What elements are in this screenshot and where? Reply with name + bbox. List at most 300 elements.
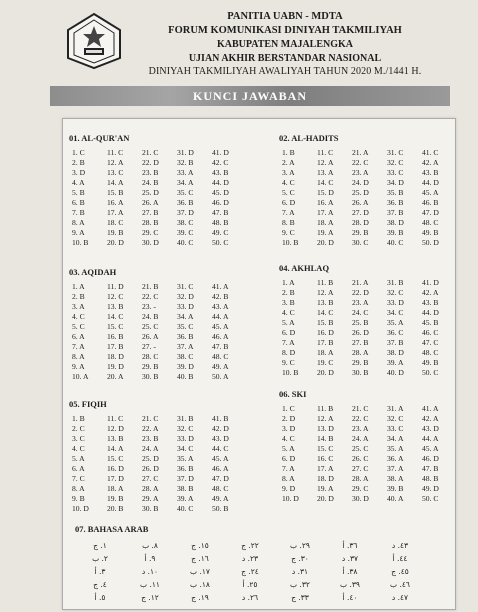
section-title: 01. AL-QUR'AN [69, 133, 130, 143]
answer-cell: 27. C [352, 464, 369, 473]
answer-cell: 41. C [422, 148, 439, 157]
answer-cell: 12. A [107, 158, 124, 167]
answer-cell: 35. A [177, 454, 194, 463]
answer-cell: 48. B [212, 218, 229, 227]
section-akhlaq [279, 263, 454, 378]
answer-cell: 29. B [352, 228, 369, 237]
answer-cell: 47. D [212, 474, 229, 483]
answer-cell: 38. C [177, 218, 194, 227]
answer-cell: 8. A [282, 474, 295, 483]
answer-cell: 6. D [282, 454, 296, 463]
answer-cell: 50. B [212, 504, 229, 513]
answer-cell: 14. C [317, 308, 334, 317]
arab-answer-cell: ١. ج [93, 541, 107, 550]
answer-cell: 25. B [352, 318, 369, 327]
answer-cell: 12. A [317, 158, 334, 167]
answer-cell: 12. D [107, 424, 124, 433]
answer-cell: 39. B [387, 228, 404, 237]
answer-cell: 33. A [177, 168, 194, 177]
answer-cell: 13. A [317, 168, 334, 177]
answer-cell: 11. C [317, 148, 334, 157]
answer-cell: 11. B [317, 278, 334, 287]
answer-cell: 46. D [422, 454, 439, 463]
answer-cell: 21. B [142, 282, 159, 291]
arab-answer-cell: ١٠. د [141, 567, 159, 576]
answer-cell: 46. D [212, 198, 229, 207]
answer-cell: 31. D [177, 148, 194, 157]
answer-cell: 39. C [177, 228, 194, 237]
answer-cell: 50. C [212, 238, 229, 247]
answer-cell: 38. A [387, 474, 404, 483]
answer-cell: 10. B [282, 238, 299, 247]
answer-cell: 17. A [317, 208, 334, 217]
section-title: 02. AL-HADITS [279, 133, 339, 143]
arab-answer-cell: ١٢. ج [141, 593, 159, 602]
answer-cell: 6. A [72, 464, 85, 473]
answer-cell: 20. B [107, 504, 124, 513]
header-line-2: FORUM KOMUNIKASI DINIYAH TAKMILIYAH [168, 25, 402, 37]
answer-cell: 36. A [387, 454, 404, 463]
answer-cell: 35. B [387, 188, 404, 197]
answer-cell: 18. A [317, 218, 334, 227]
answer-cell: 26. D [142, 464, 159, 473]
header-line-3: KABUPATEN MAJALENGKA [216, 39, 354, 51]
answer-cell: 4. C [282, 434, 295, 443]
answer-cell: 24. D [352, 178, 369, 187]
answer-cell: 39. A [177, 494, 194, 503]
answer-cell: 7. A [282, 464, 295, 473]
answer-cell: 40. C [177, 238, 194, 247]
answer-cell: 10. A [72, 372, 89, 381]
answer-cell: 50. C [422, 494, 439, 503]
answer-cell: 10. D [282, 494, 299, 503]
answer-cell: 34. C [387, 308, 404, 317]
answer-cell: 5. C [72, 322, 85, 331]
answer-cell: 45. A [422, 444, 439, 453]
answer-cell: 32. C [387, 414, 404, 423]
arab-answer-cell: ٤٣. د [391, 541, 409, 550]
answer-cell: 39. D [177, 362, 194, 371]
arab-answer-cell: ٣. أ [94, 567, 106, 576]
answer-key-banner [50, 86, 450, 106]
answer-cell: 44. A [212, 312, 229, 321]
answer-cell: 29. B [142, 362, 159, 371]
answer-cell: 14. C [317, 178, 334, 187]
banner-title: KUNCI JAWABAN [192, 89, 307, 103]
answer-cell: 22. A [142, 424, 159, 433]
answer-cell: 37. A [387, 464, 404, 473]
answer-cell: 6. A [72, 332, 85, 341]
arab-answer-cell: ٢. ب [92, 554, 108, 563]
answer-cell: 15. B [317, 318, 334, 327]
answer-cell: 44. D [422, 308, 439, 317]
answer-cell: 4. C [282, 178, 295, 187]
answer-cell: 18. C [107, 218, 124, 227]
arab-answer-cell: ٣٢. ب [290, 580, 310, 589]
answer-cell: 34. C [177, 444, 194, 453]
answer-cell: 20. A [107, 372, 124, 381]
arab-answer-grid [75, 540, 445, 603]
arab-answer-cell: ٤٤. أ [392, 554, 408, 563]
arab-answer-cell: ٤٥. ج [391, 567, 409, 576]
answer-cell: 14. B [317, 434, 334, 443]
answer-cell: 29. C [352, 484, 369, 493]
answer-cell: 2. B [72, 158, 85, 167]
answer-cell: 40. C [177, 504, 194, 513]
answer-cell: 16. A [317, 198, 334, 207]
answer-cell: 5. A [72, 454, 85, 463]
answer-cell: 30. D [142, 238, 159, 247]
header-line-1: PANITIA UABN - MDTA [227, 11, 343, 22]
arab-answer-cell: ٢٤. ج [241, 567, 259, 576]
answer-cell: 9. C [282, 358, 295, 367]
arab-answer-cell: ١٧. ب [190, 567, 210, 576]
answer-cell: 1. C [72, 148, 85, 157]
arab-answer-cell: ١١. ب [140, 580, 160, 589]
answer-cell: 32. C [387, 288, 404, 297]
answer-cell: 13. B [317, 298, 334, 307]
answer-cell: 10. D [72, 504, 89, 513]
answer-cell: 40. C [387, 238, 404, 247]
answer-cell: 9. B [72, 494, 85, 503]
answer-cell: 8. A [72, 218, 85, 227]
answer-cell: 48. C [212, 352, 229, 361]
forum-logo-emblem [66, 12, 122, 70]
answer-cell: 28. C [142, 352, 159, 361]
answer-cell: 46. C [422, 328, 439, 337]
answer-cell: 27. B [352, 338, 369, 347]
answer-cell: 28. D [352, 218, 369, 227]
answer-cell: 23. A [352, 298, 369, 307]
answer-cell: 7. A [282, 208, 295, 217]
answer-cell: 11. C [107, 148, 124, 157]
answer-cell: 35. A [387, 318, 404, 327]
answer-cell: 31. B [177, 414, 194, 423]
answer-cell: 19. B [107, 494, 124, 503]
answer-cell: 37. A [177, 342, 194, 351]
answer-cell: 39. B [387, 484, 404, 493]
answer-cell: 15. B [107, 188, 124, 197]
answer-cell: 47. B [212, 342, 229, 351]
answer-cell: 40. A [387, 494, 404, 503]
answer-cell: 11. C [107, 414, 124, 423]
answer-cell: 31. B [387, 278, 404, 287]
arab-answer-cell: ٤٧. د [391, 593, 409, 602]
answer-cell: 3. C [72, 434, 85, 443]
answer-cell: 21. C [352, 404, 369, 413]
answer-cell: 17. B [317, 338, 334, 347]
answer-cell: 49. D [422, 484, 439, 493]
arab-answer-cell: ٣١. د [291, 567, 309, 576]
answer-cell: 33. D [387, 298, 404, 307]
section-title: 07. BAHASA ARAB [75, 524, 149, 534]
answer-cell: 18. D [317, 474, 334, 483]
arab-answer-cell: ٨. ب [142, 541, 158, 550]
answer-cell: 36. B [177, 332, 194, 341]
arab-answer-cell: ٤. ج [93, 580, 107, 589]
answer-cell: 3. A [282, 168, 295, 177]
answer-cell: 1. B [72, 414, 85, 423]
answer-cell: 16. C [317, 454, 334, 463]
answer-cell: 48. C [212, 484, 229, 493]
arab-answer-cell: ٣٦. أ [342, 541, 358, 550]
answer-cell: 2. B [72, 292, 85, 301]
answer-cell: 48. C [422, 348, 439, 357]
answer-cell: 2. B [282, 288, 295, 297]
arab-answer-cell: ٢٢. ج [241, 541, 259, 550]
answer-cell: 14. A [107, 178, 124, 187]
answer-cell: 17. A [317, 464, 334, 473]
answer-cell: 7. A [72, 342, 85, 351]
answer-cell: 13. B [107, 302, 124, 311]
answer-cell: 28. B [142, 218, 159, 227]
header-title-block [120, 10, 450, 79]
answer-cell: 47. B [422, 464, 439, 473]
answer-grid [69, 282, 244, 382]
arab-answer-cell: ٢٥. أ [242, 580, 258, 589]
answer-cell: 26. A [142, 198, 159, 207]
answer-cell: 18. A [107, 484, 124, 493]
answer-cell: 19. B [107, 228, 124, 237]
answer-cell: 16. B [107, 332, 124, 341]
section-title: 05. FIQIH [69, 399, 107, 409]
answer-cell: 42. D [212, 424, 229, 433]
answer-cell: 4. C [72, 312, 85, 321]
section-title: 06. SKI [279, 389, 307, 399]
answer-cell: 41. D [212, 148, 229, 157]
answer-cell: 6. B [72, 198, 85, 207]
answer-cell: 36. B [177, 464, 194, 473]
answer-cell: 2. D [282, 414, 296, 423]
answer-cell: 1. C [282, 404, 295, 413]
answer-cell: 46. B [422, 198, 439, 207]
answer-cell: 47. C [422, 338, 439, 347]
section-al-hadits [279, 133, 454, 248]
answer-cell: 8. A [72, 484, 85, 493]
answer-cell: 34. D [387, 178, 404, 187]
answer-cell: 23. B [142, 168, 159, 177]
arab-answer-cell: ٣٣. ج [291, 593, 309, 602]
answer-cell: 49. C [212, 228, 229, 237]
answer-cell: 5. B [72, 188, 85, 197]
answer-cell: 25. C [352, 444, 369, 453]
answer-cell: 26. A [142, 332, 159, 341]
answer-cell: 32. D [177, 292, 194, 301]
document-header [0, 0, 478, 80]
answer-cell: 25. D [352, 188, 369, 197]
answer-cell: 37. B [387, 338, 404, 347]
answer-cell: 12. A [317, 414, 334, 423]
answer-cell: 49. B [422, 228, 439, 237]
answer-cell: 24. A [142, 444, 159, 453]
answer-cell: 37. D [177, 474, 194, 483]
answer-cell: 7. C [72, 474, 85, 483]
answer-cell: 50. D [422, 238, 439, 247]
answer-cell: 33. D [177, 434, 194, 443]
answer-cell: 43. A [212, 302, 229, 311]
section-title: 03. AQIDAH [69, 267, 117, 277]
section-bahasa-arab [75, 524, 445, 603]
answer-cell: 44. A [422, 434, 439, 443]
answer-cell: 14. C [107, 312, 124, 321]
answer-cell: 3. A [72, 302, 85, 311]
answer-cell: 38. D [387, 218, 404, 227]
answer-cell: 15. C [107, 322, 124, 331]
answer-cell: 32. C [387, 158, 404, 167]
answer-cell: 22. C [352, 414, 369, 423]
answer-cell: 44. C [212, 444, 229, 453]
arab-answer-cell: ٥. أ [94, 593, 106, 602]
answer-cell: 11. B [317, 404, 334, 413]
answer-cell: 46. A [212, 464, 229, 473]
answer-cell: 16. A [107, 198, 124, 207]
answer-cell: 43. D [212, 434, 229, 443]
answer-cell: 45. B [422, 318, 439, 327]
answer-cell: 30. B [142, 504, 159, 513]
answer-cell: 1. B [282, 148, 295, 157]
arab-answer-cell: ٣٨. أ [342, 567, 358, 576]
answer-grid [279, 278, 454, 378]
arab-answer-cell: ١٩. ج [191, 593, 209, 602]
answer-cell: 29. A [142, 494, 159, 503]
answer-cell: 9. A [72, 228, 85, 237]
answer-cell: 36. B [387, 198, 404, 207]
answer-cell: 33. C [387, 424, 404, 433]
answer-cell: 32. C [177, 424, 194, 433]
answer-cell: 34. A [177, 178, 194, 187]
answer-cell: 29. B [352, 358, 369, 367]
answer-cell: 21. C [142, 414, 159, 423]
answer-cell: 47. D [422, 208, 439, 217]
answer-cell: 28. A [352, 474, 369, 483]
section-fiqih [69, 399, 244, 514]
answer-cell: 21. A [352, 148, 369, 157]
answer-cell: 44. D [212, 178, 229, 187]
answer-cell: 15. C [317, 444, 334, 453]
answer-cell: 49. A [212, 362, 229, 371]
answer-cell: 4. C [282, 308, 295, 317]
answer-cell: 8. A [72, 352, 85, 361]
answer-cell: 18. A [317, 348, 334, 357]
arab-answer-cell: ٣٠. ج [291, 554, 309, 563]
answer-cell: 49. A [212, 494, 229, 503]
answer-cell: 13. B [107, 434, 124, 443]
answer-cell: 5. A [282, 318, 295, 327]
answer-cell: 41. D [422, 278, 439, 287]
answer-cell: 42. B [212, 292, 229, 301]
answer-cell: 38. D [387, 348, 404, 357]
answer-cell: 3. B [282, 298, 295, 307]
answer-cell: 23. A [352, 168, 369, 177]
answer-cell: 43. B [422, 298, 439, 307]
answer-grid [69, 414, 244, 514]
answer-cell: 7. A [282, 338, 295, 347]
answer-cell: 5. A [282, 444, 295, 453]
answer-cell: 24. A [352, 434, 369, 443]
answer-cell: 5. C [282, 188, 295, 197]
arab-answer-cell: ٣٩. ب [340, 580, 360, 589]
answer-cell: 10. B [72, 238, 89, 247]
answer-cell: 45. A [212, 454, 229, 463]
answer-cell: 8. B [282, 218, 295, 227]
answer-cell: 43. B [422, 168, 439, 177]
answer-cell: 20. D [107, 238, 124, 247]
answer-cell: 34. A [177, 312, 194, 321]
answer-cell: 28. A [142, 484, 159, 493]
answer-cell: 6. D [282, 198, 296, 207]
answer-cell: 45. A [212, 322, 229, 331]
answer-cell: 37. B [387, 208, 404, 217]
answer-cell: 35. A [387, 444, 404, 453]
answer-cell: 31. C [387, 148, 404, 157]
answer-cell: 22. C [352, 158, 369, 167]
section-al-quran [69, 133, 244, 248]
answer-cell: 46. A [212, 332, 229, 341]
answer-cell: 17. D [107, 474, 124, 483]
answer-cell: 16. D [107, 464, 124, 473]
answer-cell: 30. C [352, 238, 369, 247]
answer-cell: 13. D [317, 424, 334, 433]
answer-cell: 50. A [212, 372, 229, 381]
answer-cell: 7. B [72, 208, 85, 217]
answer-cell: 8. D [282, 348, 296, 357]
answer-cell: 29. C [142, 228, 159, 237]
answer-cell: 11. D [107, 282, 124, 291]
answer-cell: 25. D [142, 454, 159, 463]
answer-cell: 41. B [212, 414, 229, 423]
header-line-4: UJIAN AKHIR BERSTANDAR NASIONAL [188, 52, 382, 64]
answer-cell: 32. B [177, 158, 194, 167]
answer-cell: 43. D [422, 424, 439, 433]
answer-cell: 30. B [352, 368, 369, 377]
section-ski [279, 389, 454, 504]
answer-cell: 24. C [352, 308, 369, 317]
answer-cell: 40. B [177, 372, 194, 381]
answer-cell: 20. D [317, 238, 334, 247]
answer-grid [279, 148, 454, 248]
answer-cell: 16. D [317, 328, 334, 337]
answer-cell: 31. C [177, 282, 194, 291]
answer-cell: 14. A [107, 444, 124, 453]
answer-cell: 45. A [422, 188, 439, 197]
answer-cell: 6. D [282, 328, 296, 337]
answer-cell: 3. D [72, 168, 86, 177]
answer-cell: 41. A [422, 404, 439, 413]
answer-cell: 23. A [352, 424, 369, 433]
answer-cell: 12. A [317, 288, 334, 297]
answer-cell: 30. B [142, 372, 159, 381]
answer-cell: 23. B [142, 434, 159, 443]
answer-cell: 2. A [282, 158, 295, 167]
answer-cell: 21. A [352, 278, 369, 287]
answer-cell: 18. D [107, 352, 124, 361]
answer-cell: 25. C [142, 322, 159, 331]
answer-cell: 22. C [142, 292, 159, 301]
answer-cell: 9. C [282, 228, 295, 237]
answer-cell: 4. A [72, 178, 85, 187]
answer-cell: 35. C [177, 188, 194, 197]
answer-cell: 33. D [177, 302, 194, 311]
answer-cell: 3. D [282, 424, 296, 433]
answer-cell: 48. C [422, 218, 439, 227]
answer-cell: 48. B [422, 474, 439, 483]
answer-cell: 27. C [142, 474, 159, 483]
answer-cell: 34. A [387, 434, 404, 443]
answer-cell: 50. C [422, 368, 439, 377]
arab-answer-cell: ٤٦. ب [390, 580, 410, 589]
answer-grid [279, 404, 454, 504]
answer-cell: 10. B [282, 368, 299, 377]
